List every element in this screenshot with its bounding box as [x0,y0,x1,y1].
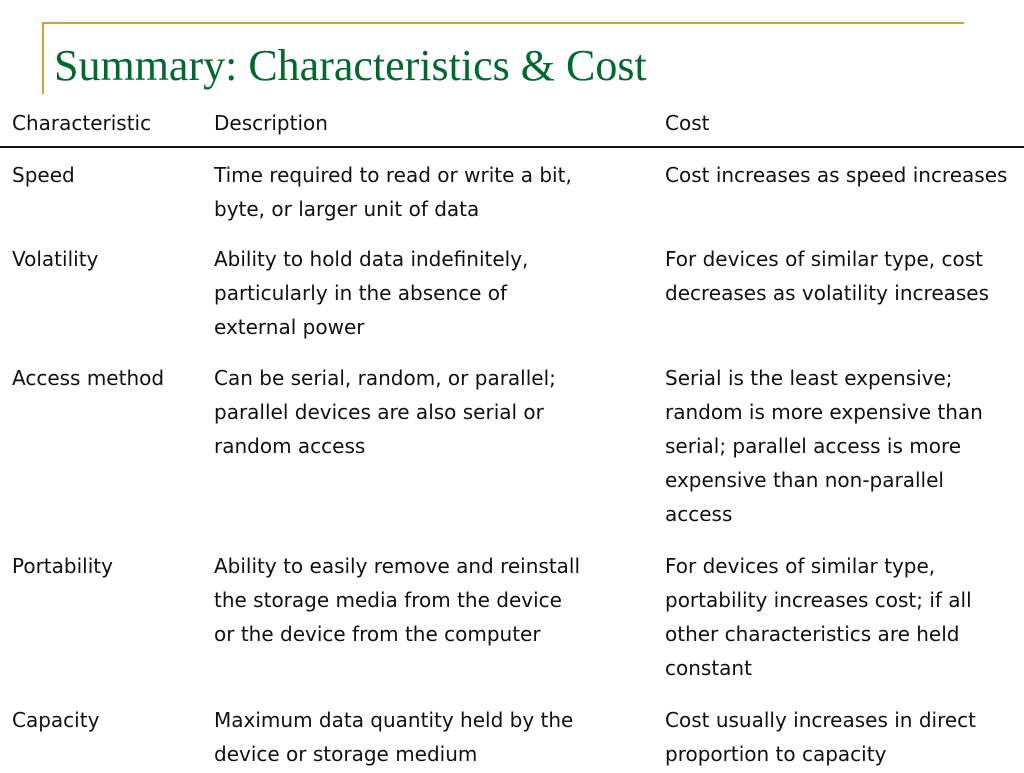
header-description: Description [214,111,328,135]
row-characteristic: Access method [12,366,165,390]
description-line: Ability to easily remove and reinstall [214,554,581,578]
cost-line: expensive than non-parallel [665,468,944,492]
header-cost: Cost [665,111,710,135]
row-characteristic: Speed [12,163,75,187]
description-line: Maximum data quantity held by the [214,708,574,732]
row-cost [653,158,1024,192]
cost-line: serial; parallel access is more [665,434,962,458]
row-cost [653,549,1024,685]
table-row [0,158,1024,242]
characteristics-table [0,104,1024,768]
row-description [202,158,653,226]
description-line: Ability to hold data indefinitely, [214,247,529,271]
cost-line: Cost increases as speed increases [665,163,1008,187]
table-row [0,703,1024,773]
row-cost [653,703,1024,771]
page-title: Summary: Characteristics & Cost [54,41,647,90]
description-line: parallel devices are also serial or [214,400,544,424]
table-header-row [0,104,1024,148]
description-line: external power [214,315,365,339]
row-description [202,242,653,344]
cost-line: random is more expensive than [665,400,983,424]
row-description [202,361,653,463]
cost-line: Cost usually increases in direct [665,708,976,732]
cost-line: proportion to capacity [665,742,887,766]
header-characteristic: Characteristic [12,111,152,135]
row-characteristic: Portability [12,554,113,578]
description-line: particularly in the absence of [214,281,508,305]
cost-line: Serial is the least expensive; [665,366,953,390]
row-cost [653,361,1024,531]
cost-line: portability increases cost; if all [665,588,972,612]
cost-line: decreases as volatility increases [665,281,990,305]
cost-line: constant [665,656,752,680]
cost-line: For devices of similar type, cost [665,247,984,271]
table-row [0,242,1024,361]
description-line: or the device from the computer [214,622,541,646]
description-line: device or storage medium [214,742,478,766]
cost-line: For devices of similar type, [665,554,936,578]
title-accent-line-left [42,22,44,94]
cost-line: other characteristics are held [665,622,960,646]
title-accent-line-top [42,22,964,24]
cost-line: access [665,502,733,526]
description-line: random access [214,434,366,458]
table-row [0,361,1024,549]
row-description [202,549,653,651]
description-line: byte, or larger unit of data [214,197,480,221]
description-line: Time required to read or write a bit, [214,163,572,187]
description-line: Can be serial, random, or parallel; [214,366,556,390]
row-characteristic: Capacity [12,708,100,732]
row-characteristic: Volatility [12,247,99,271]
description-line: the storage media from the device [214,588,562,612]
row-cost [653,242,1024,310]
table-row [0,549,1024,703]
row-description [202,703,653,771]
